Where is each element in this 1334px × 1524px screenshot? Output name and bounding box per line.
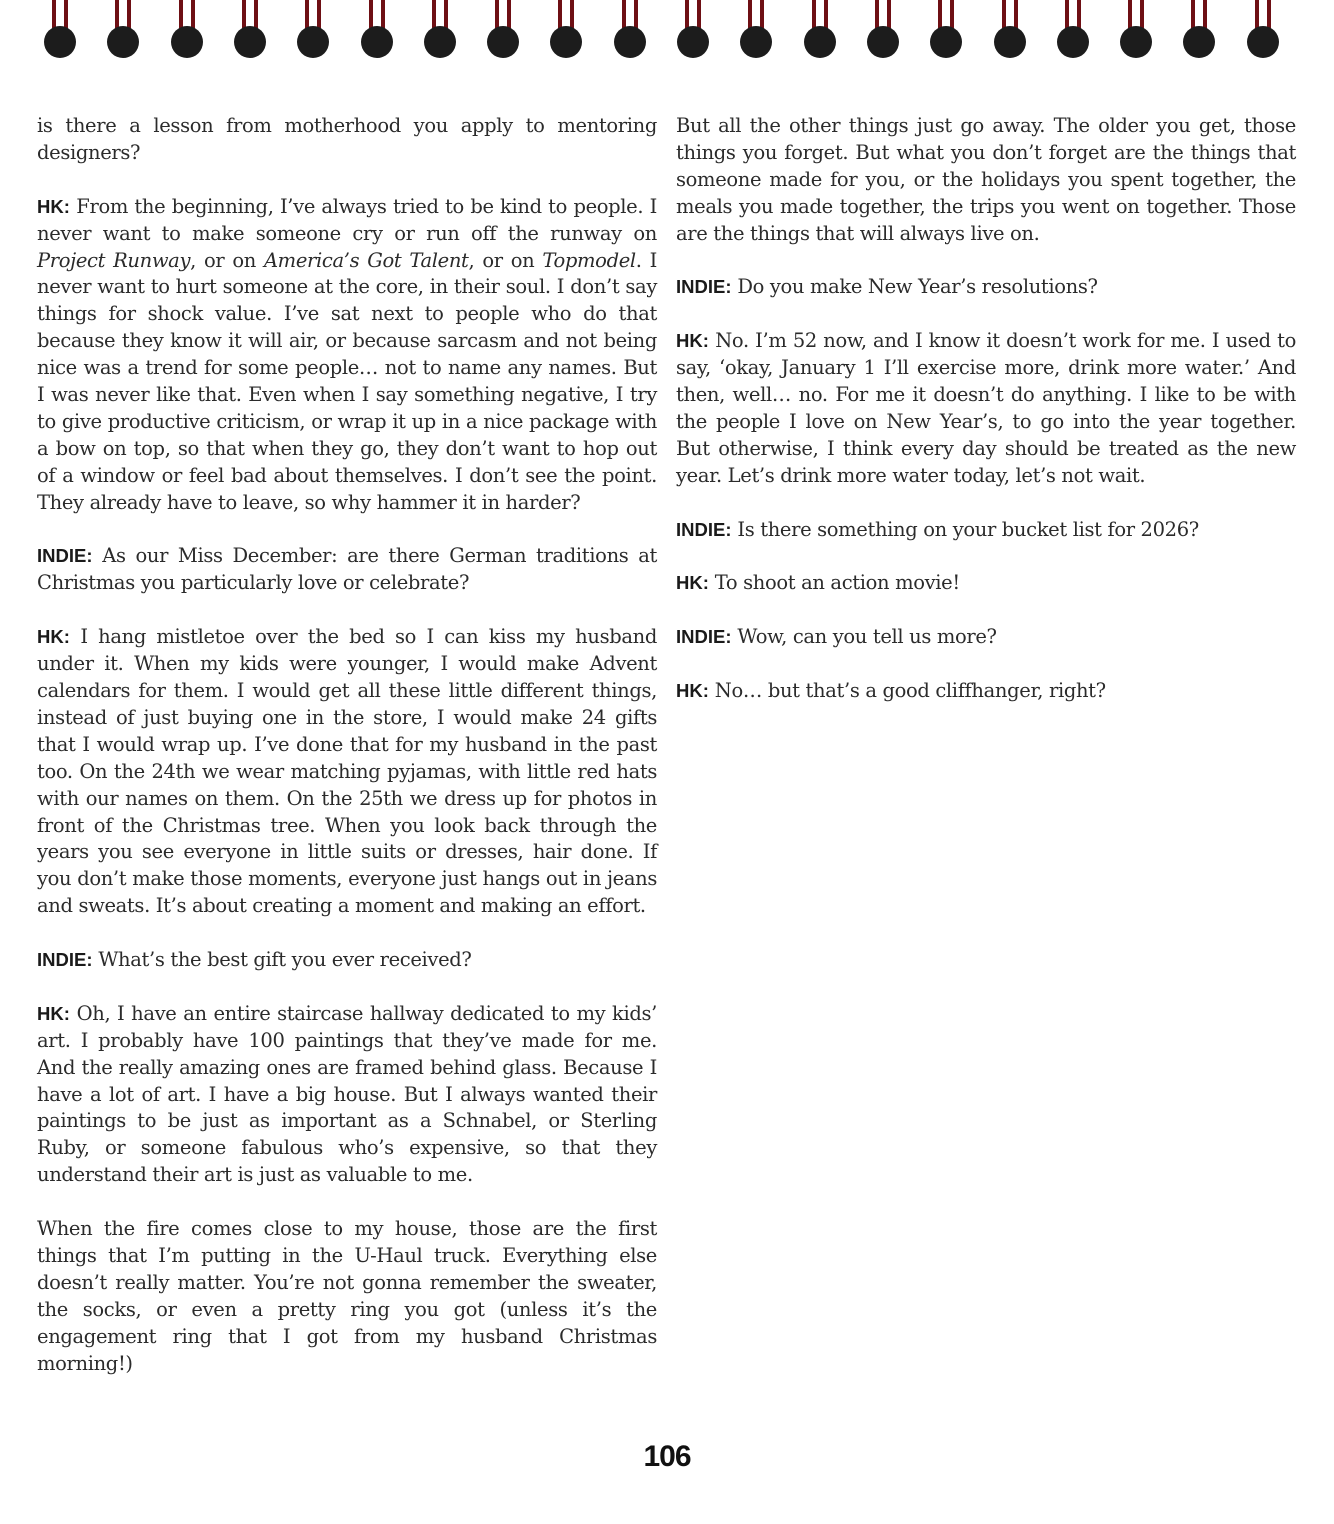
paragraph-text: What’s the best gift you ever received?: [92, 948, 472, 972]
paragraph-text: No. I’m 52 now, and I know it doesn’t work for me. I used to say, ‘okay, January 1 I’ll exercise more, drink more water.’ And then, well… no. For me it doesn’t do anything. I like to be with the people I love on New Year’s, to go into the year together. But otherwise, I think every day should be treated as the new year. Let’s drink more water today, let’s not wait.: [676, 329, 1296, 487]
interview-paragraph: [676, 113, 1296, 248]
binding-ring: [106, 0, 140, 62]
binding-ring: [1056, 0, 1090, 62]
paragraph-text: From the beginning, I’ve always tried to be kind to people. I never want to make someone cry or run off the runway on: [37, 194, 657, 245]
binding-ring: [993, 0, 1027, 62]
interview-paragraph: [676, 328, 1296, 489]
binding-ring: [486, 0, 520, 62]
interview-paragraph: [37, 1001, 657, 1189]
binding-ring: [929, 0, 963, 62]
paragraph-text: . I never want to hurt someone at the core, in their soul. I don’t say things for shock value. I’ve sat next to people who do that because they know it will air, or because sarcasm and not being nice was a trend for some people… not to name any names. But I was never like that. Even when I say something negative, I try to give productive criticism, or wrap it up in a nice package with a bow on top, so that when they go, they don’t want to hop out of a window or feel bad about themselves. I don’t see the point. They already have to leave, so why hammer it in harder?: [37, 248, 657, 514]
show-title: America’s Got Talent: [263, 248, 469, 272]
speaker-label: HK:: [676, 679, 709, 701]
binding-ring: [170, 0, 204, 62]
speaker-label: HK:: [676, 572, 709, 594]
show-title: Topmodel: [542, 248, 636, 272]
paragraph-text: Is there something on your bucket list for 2026?: [731, 517, 1199, 541]
speaker-label: HK:: [37, 195, 70, 217]
speaker-label: INDIE:: [37, 545, 93, 567]
speaker-label: HK:: [37, 626, 70, 648]
binding-ring: [1182, 0, 1216, 62]
paragraph-text: To shoot an action movie!: [708, 571, 960, 595]
binding-ring: [1246, 0, 1280, 62]
interview-paragraph: [676, 570, 1296, 597]
interview-paragraph: [676, 517, 1296, 544]
speaker-label: HK:: [676, 330, 709, 352]
paragraph-text: When the fire comes close to my house, those are the first things that I’m putting in the U-Haul truck. Everything else doesn’t really matter. You’re not gonna remember the sweater, the socks, or even a pretty ring you got (unless it’s the engagement ring that I got from my husband Christmas morning!): [37, 1217, 657, 1375]
speaker-label: INDIE:: [676, 626, 732, 648]
interview-paragraph: [37, 194, 657, 517]
binding-ring: [296, 0, 330, 62]
binding-ring: [676, 0, 710, 62]
binding-ring: [549, 0, 583, 62]
interview-paragraph: [37, 947, 657, 974]
paragraph-text: As our Miss December: are there German traditions at Christmas you particularly love or celebrate?: [37, 544, 657, 595]
interview-paragraph: [676, 624, 1296, 651]
paragraph-text: Do you make New Year’s resolutions?: [731, 275, 1098, 299]
binding-ring: [739, 0, 773, 62]
paragraph-text: No… but that’s a good cliffhanger, right?: [708, 678, 1106, 702]
paragraph-text: But all the other things just go away. The older you get, those things you forget. But what you don’t forget are the things that someone made for you, or the holidays you spent together, the meals you made together, the trips you went on together. Those are the things that will always live on.: [676, 114, 1296, 245]
speaker-label: INDIE:: [676, 276, 732, 298]
paragraph-text: is there a lesson from motherhood you apply to mentoring designers?: [37, 114, 657, 164]
page-number: 106: [643, 1440, 691, 1473]
paragraph-text: I hang mistletoe over the bed so I can kiss my husband under it. When my kids were younger, I would make Advent calendars for them. I would get all these little different things, instead of just buying one in the store, I would make 24 gifts that I would wrap up. I’ve done that for my husband in the past too. On the 24th we wear matching pyjamas, with little red hats with our names on them. On the 25th we dress up for photos in front of the Christmas tree. When you look back through the years you see everyone in little suits or dresses, hair done. If you don’t make those moments, everyone just hangs out in jeans and sweats. It’s about creating a moment and making an effort.: [37, 625, 657, 918]
spiral-binding: [0, 0, 1334, 64]
interview-paragraph: [676, 274, 1296, 301]
binding-ring: [360, 0, 394, 62]
paragraph-text: Wow, can you tell us more?: [731, 625, 997, 649]
binding-ring: [423, 0, 457, 62]
interview-paragraph: [37, 543, 657, 597]
binding-ring: [233, 0, 267, 62]
binding-ring: [866, 0, 900, 62]
speaker-label: INDIE:: [676, 518, 732, 540]
interview-paragraph: [37, 624, 657, 920]
left-column: [37, 113, 657, 1404]
binding-ring: [1119, 0, 1153, 62]
paragraph-text: Oh, I have an entire staircase hallway dedicated to my kids’ art. I probably have 100 paintings that they’ve made for me. And the really amazing ones are framed behind glass. Because I have a lot of art. I have a big house. But I always wanted their paintings to be just as important as a Schnabel, or Sterling Ruby, or someone fabulous who’s expensive, so that they understand their art is just as valuable to me.: [37, 1001, 657, 1187]
show-title: Project Runway: [37, 248, 191, 272]
paragraph-text: , or on: [190, 248, 264, 272]
interview-paragraph: [676, 678, 1296, 705]
speaker-label: HK:: [37, 1002, 70, 1024]
binding-ring: [803, 0, 837, 62]
paragraph-text: , or on: [468, 248, 543, 272]
binding-ring: [613, 0, 647, 62]
interview-paragraph: [37, 113, 657, 167]
interview-paragraph: [37, 1216, 657, 1377]
right-column: [676, 113, 1296, 732]
binding-ring: [43, 0, 77, 62]
speaker-label: INDIE:: [37, 949, 93, 971]
